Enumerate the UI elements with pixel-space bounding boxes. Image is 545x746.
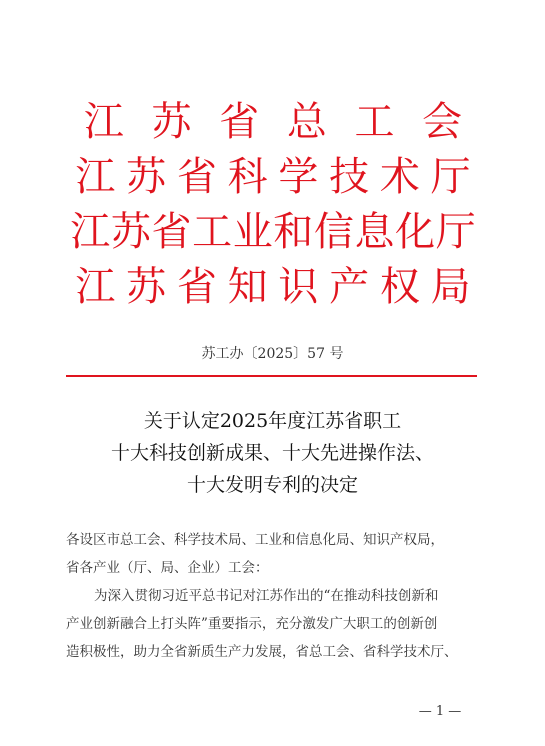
document-title-line-1: 关于认定2025年度江苏省职工 <box>143 410 402 432</box>
body-line-3: 为深入贯彻习近平总书记对江苏作出的“在推动科技创新和 <box>94 588 439 604</box>
body-line-4: 产业创新融合上打头阵”重要指示，充分激发广大职工的创新创 <box>66 616 438 632</box>
page-number: — 1 — <box>418 704 462 719</box>
body-line-1: 各设区市总工会、科学技术局、工业和信息化局、知识产权局， <box>66 532 444 548</box>
document-title-line-3: 十大发明专利的决定 <box>186 474 358 496</box>
header-org-1: 江 苏 省 总 工 会 <box>83 99 463 145</box>
header-org-4: 江 苏 省 知 识 产 权 局 <box>75 264 471 310</box>
header-org-2: 江 苏 省 科 学 技 术 厅 <box>75 154 471 200</box>
body-line-2: 省各产业（厅、局、企业）工会： <box>66 560 269 576</box>
red-separator-line <box>66 375 477 377</box>
document-number: 苏工办〔2025〕57 号 <box>201 346 344 362</box>
document-title-line-2: 十大科技创新成果、十大先进操作法、 <box>110 442 434 464</box>
body-line-5: 造积极性，助力全省新质生产力发展，省总工会、省科学技术厅、 <box>66 644 458 660</box>
header-org-3: 江 苏 省 工 业 和 信 息 化 厅 <box>70 209 476 255</box>
